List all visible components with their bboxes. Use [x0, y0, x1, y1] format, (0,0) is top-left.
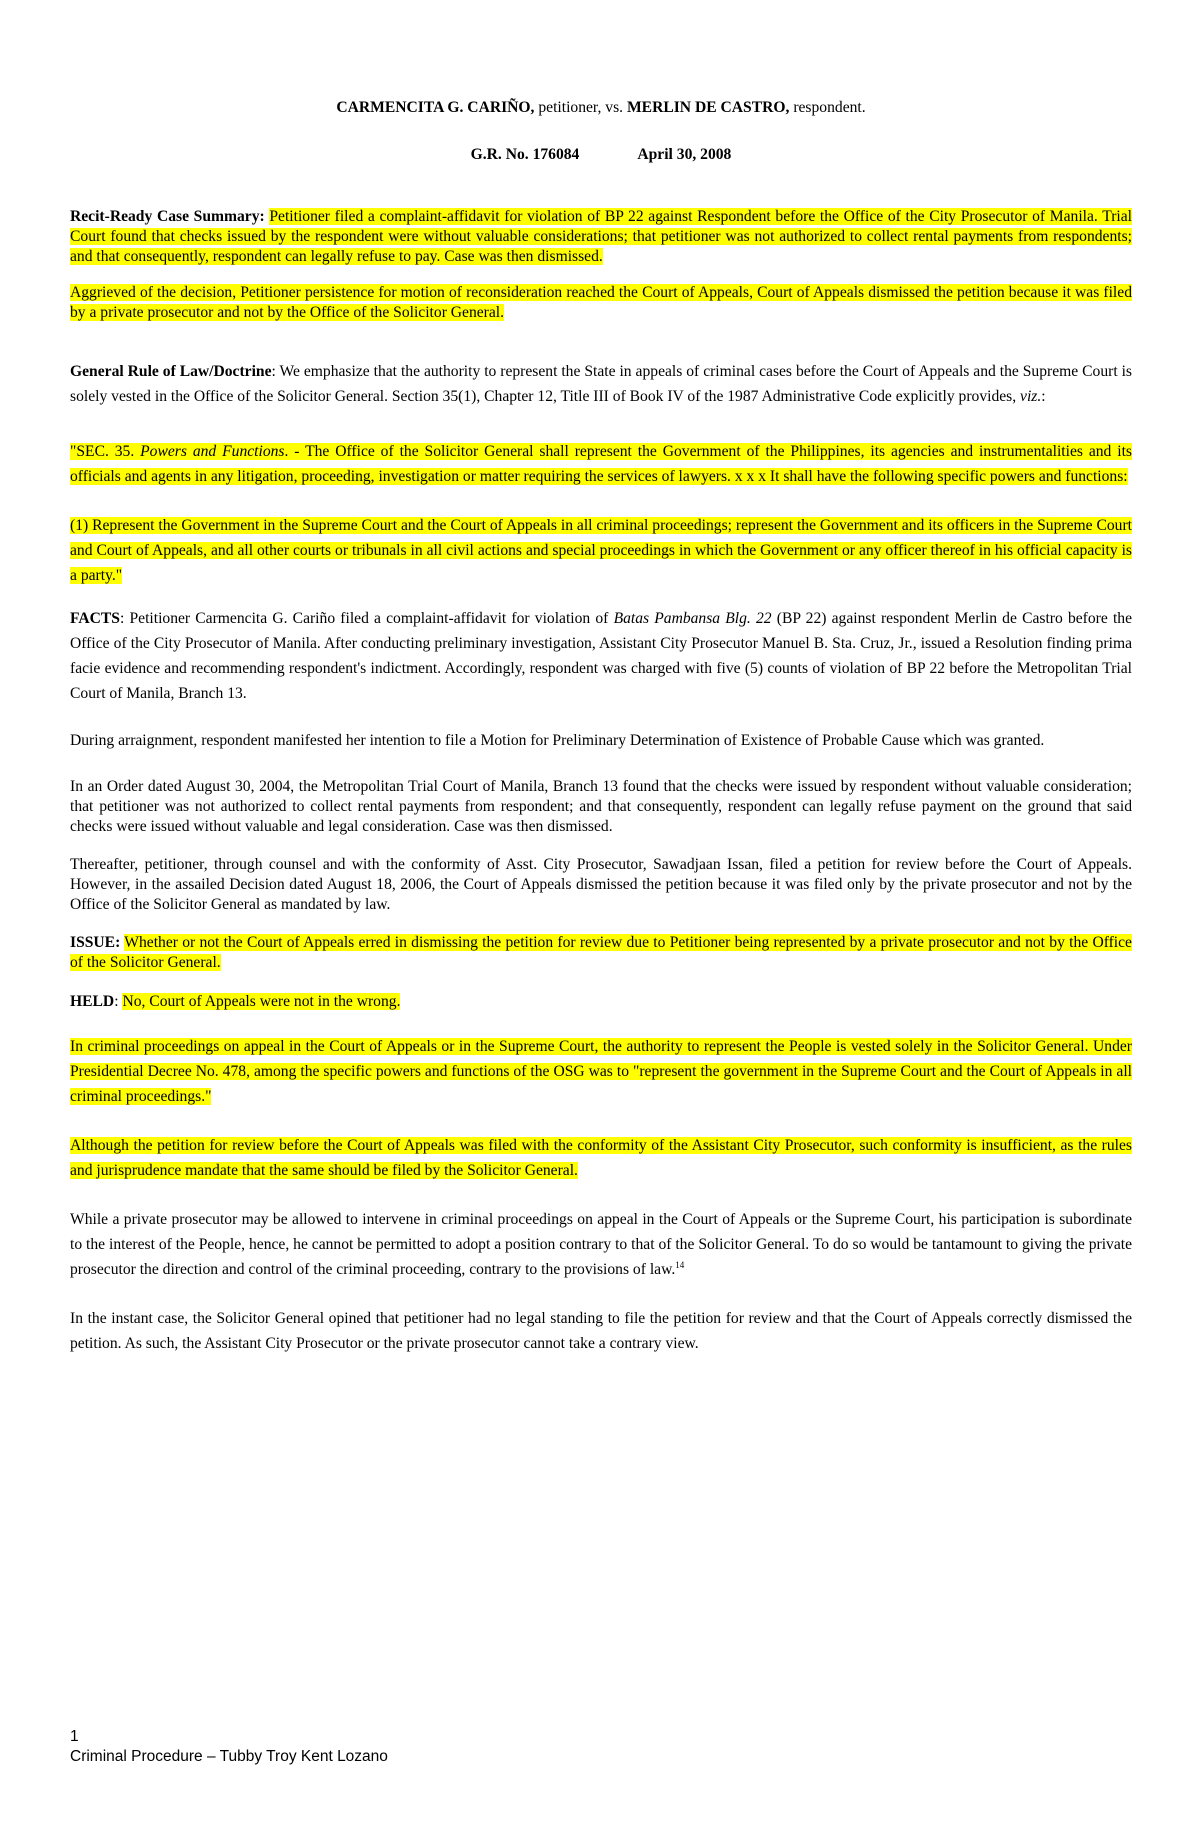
held-label: HELD: [70, 993, 115, 1010]
held-paragraph-1: [70, 1034, 1132, 1109]
summary-paragraph-2: [70, 283, 1132, 323]
petitioner-role: petitioner, vs.: [534, 99, 627, 116]
quote1-start: "SEC. 35.: [70, 443, 141, 460]
respondent-name: MERLIN DE CASTRO,: [626, 99, 790, 116]
facts-p2-text: During arraignment, respondent manifested her intention to file a Motion for Preliminary Determination of Existence of Probable Cause which was granted.: [70, 732, 1045, 749]
facts-text: : Petitioner Carmencita G. Cariño filed a complaint-affidavit for violation of: [119, 610, 614, 627]
footnote-marker: 14: [675, 1259, 685, 1270]
held-paragraph-4: [70, 1306, 1132, 1356]
decision-date: April 30, 2008: [637, 146, 732, 163]
facts-p3-text: In an Order dated August 30, 2004, the Metropolitan Trial Court of Manila, Branch 13 found that the checks were issued by respondent without valuable consideration; that petitioner was not authorized to collect rental payments from respondent; and that consequently, respondent can legally refuse payment on the ground that said checks were issued without valuable and legal consideration. Case was then dismissed.: [70, 778, 1132, 835]
facts-label: FACTS: [70, 610, 120, 627]
held-paragraph-3: [70, 1207, 1132, 1282]
facts-paragraph-4: [70, 855, 1132, 915]
document-body: [70, 95, 1132, 1370]
page-footer: [70, 1727, 388, 1767]
doctrine-viz: viz.: [1020, 388, 1042, 405]
held-paragraph-2: [70, 1133, 1132, 1183]
issue-label: ISSUE:: [70, 934, 121, 951]
issue-text: Whether or not the Court of Appeals erred in dismissing the petition for review due to Petitioner being represented by a private prosecutor and not by the Office of the Solicitor General.: [70, 934, 1132, 971]
facts-italic: Batas Pambansa Blg. 22: [613, 610, 772, 627]
summary-label: Recit-Ready Case Summary:: [70, 208, 265, 225]
held-p2-text: Although the petition for review before the Court of Appeals was filed with the conformity of the Assistant City Prosecutor, such conformity is insufficient, as the rules and jurisprudence mandate that the same should be filed by the Solicitor General.: [70, 1137, 1132, 1179]
page-number: 1: [70, 1728, 79, 1745]
facts-p4-text: Thereafter, petitioner, through counsel and with the conformity of Asst. City Prosecutor, Sawadjaan Issan, filed a petition for review before the Court of Appeals. However, in the assailed Decision dated August 18, 2006, the Court of Appeals dismissed the petition because it was filed only by the private prosecutor and not by the Office of the Solicitor General as mandated by law.: [70, 856, 1132, 913]
held-paragraph: [70, 989, 1132, 1014]
doctrine-paragraph: [70, 359, 1132, 409]
footer-course-author: Criminal Procedure – Tubby Troy Kent Lozano: [70, 1748, 388, 1765]
petitioner-name: CARMENCITA G. CARIÑO,: [336, 99, 535, 116]
quote2-text: (1) Represent the Government in the Supreme Court and the Court of Appeals in all criminal proceedings; represent the Government and its officers in the Supreme Court and Court of Appeals, and all other courts or tribunals in all civil actions and special proceedings in which the Government or any officer thereof in his official capacity is a party.": [70, 517, 1132, 584]
held-p3-text: While a private prosecutor may be allowed to intervene in criminal proceedings on appeal in the Court of Appeals or the Supreme Court, his participation is subordinate to the interest of the People, hence, he cannot be permitted to adopt a position contrary to that of the Solicitor General. To do so would be tantamount to giving the private prosecutor the direction and control of the criminal proceeding, contrary to the provisions of law.: [70, 1211, 1132, 1278]
facts-text-rest: (BP 22) against respondent Merlin de Castro before the Office of the City Prosecutor of Manila. After conducting preliminary investigation, Assistant City Prosecutor Manuel B. Sta. Cruz, Jr., issued a Resolution finding prima facie evidence and recommending respondent's indictment. Accordingly, respondent was charged with five (5) counts of violation of BP 22 before the Metropolitan Trial Court of Manila, Branch 13.: [70, 610, 1133, 702]
summary-text: Petitioner filed a complaint-affidavit for violation of BP 22 against Respondent before the Office of the City Prosecutor of Manila. Trial Court found that checks issued by the respondent were without valuable considerations; that petitioner was not authorized to collect rental payments from respondents; and that consequently, respondent can legally refuse to pay. Case was then dismissed.: [70, 208, 1132, 265]
held-text: No, Court of Appeals were not in the wrong.: [122, 993, 401, 1010]
respondent-role: respondent.: [789, 99, 866, 116]
doctrine-text: : We emphasize that the authority to represent the State in appeals of criminal cases before the Court of Appeals and the Supreme Court is solely vested in the Office of the Solicitor General. Section 35(1), Chapter 12, Title III of Book IV of the 1987 Administrative Code explicitly provides,: [70, 363, 1132, 405]
case-title: [70, 95, 1132, 120]
gr-number: G.R. No. 176084: [470, 146, 580, 163]
section-35-1-quote: [70, 513, 1132, 588]
quote1-italic: Powers and Functions: [140, 443, 285, 460]
facts-paragraph-3: [70, 777, 1132, 837]
facts-paragraph-2: [70, 728, 1132, 753]
case-number-line: [70, 142, 1132, 167]
summary-paragraph: [70, 207, 1132, 267]
summary-text-2: Aggrieved of the decision, Petitioner persistence for motion of reconsideration reached the Court of Appeals, Court of Appeals dismissed the petition because it was filed by a private prosecutor and not by the Office of the Solicitor General.: [70, 284, 1132, 321]
facts-paragraph: [70, 606, 1132, 706]
doctrine-label: General Rule of Law/Doctrine: [70, 363, 272, 380]
quote1-rest: . - The Office of the Solicitor General shall represent the Government of the Philippines, its agencies and instrumentalities and its officials and agents in any litigation, proceeding, investigation or matter requiring the services of lawyers. x x x It shall have the following specific powers and functions:: [70, 443, 1132, 485]
issue-paragraph: [70, 933, 1132, 973]
section-35-quote: [70, 439, 1132, 489]
held-p1-text: In criminal proceedings on appeal in the Court of Appeals or in the Supreme Court, the authority to represent the People is vested solely in the Solicitor General. Under Presidential Decree No. 478, among the specific powers and functions of the OSG was to "represent the government in the Supreme Court and the Court of Appeals in all criminal proceedings.": [70, 1038, 1132, 1105]
doctrine-text-end: :: [1041, 388, 1046, 405]
held-p4-text: In the instant case, the Solicitor General opined that petitioner had no legal standing to file the petition for review and that the Court of Appeals correctly dismissed the petition. As such, the Assistant City Prosecutor or the private prosecutor cannot take a contrary view.: [70, 1310, 1132, 1352]
held-separator: :: [114, 993, 123, 1010]
